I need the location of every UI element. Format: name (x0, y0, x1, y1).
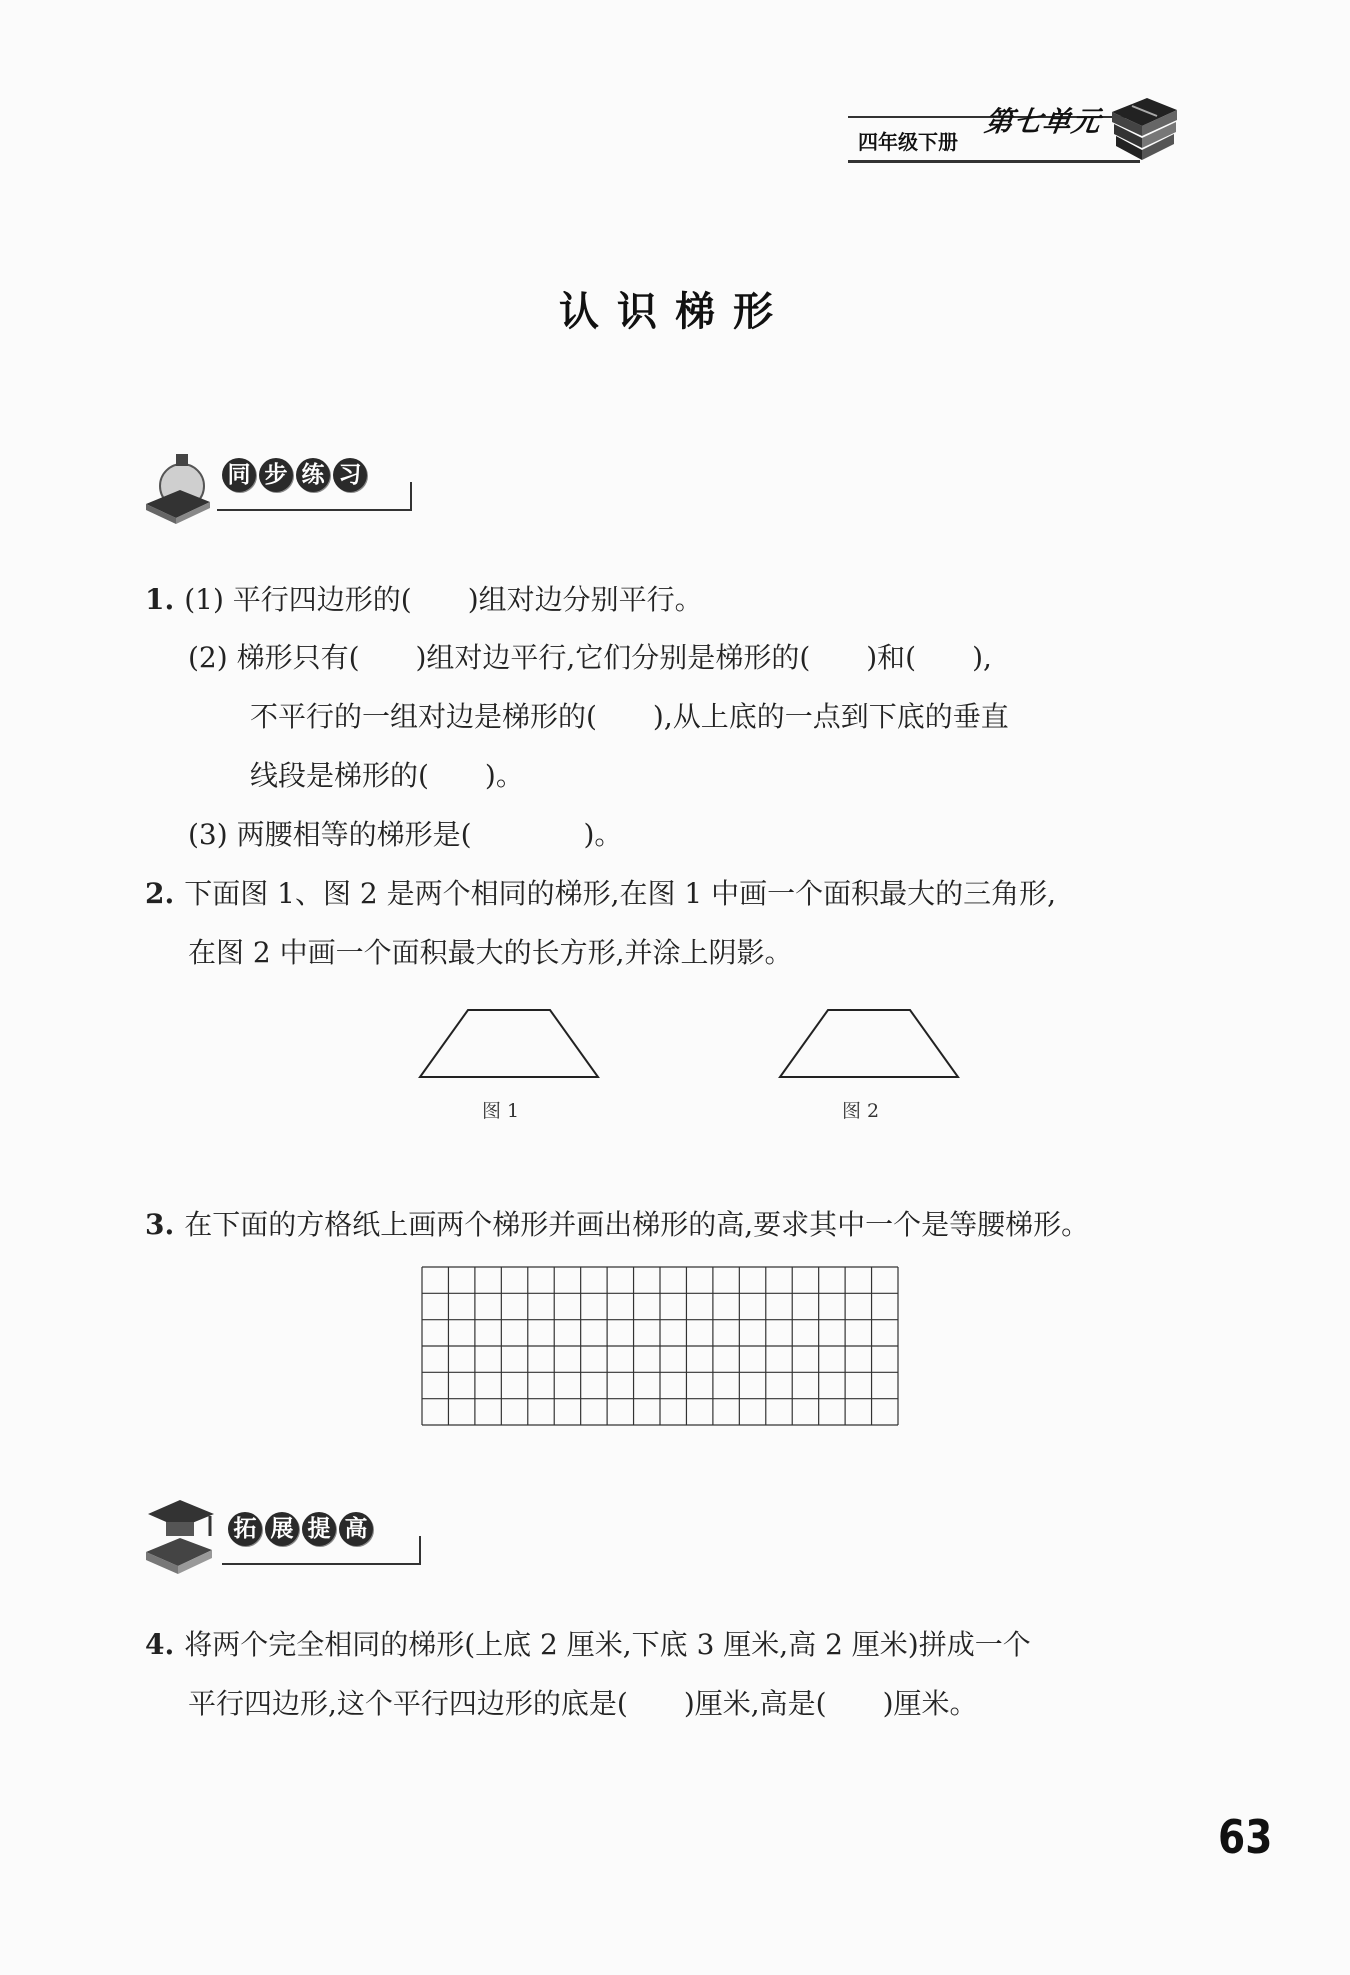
section2-char-1: 拓 (228, 1512, 262, 1546)
books-icon (1102, 92, 1182, 164)
trapezoid-figure-1 (410, 1005, 610, 1085)
q1-part1 (145, 580, 703, 620)
section1-char-4: 习 (333, 458, 367, 492)
square-grid-paper[interactable] (420, 1265, 900, 1427)
q1-part3: (3) 两腰相等的梯形是( )。 (188, 818, 623, 851)
q3-line1 (145, 1205, 1089, 1245)
lightbulb-books-icon (140, 440, 216, 524)
q3-number: 3. (145, 1208, 175, 1241)
q1-part2-line3: 线段是梯形的( )。 (250, 759, 524, 792)
q4-line1 (145, 1625, 1031, 1665)
section1-underline (215, 478, 415, 514)
grade-label: 四年级下册 (858, 130, 958, 154)
q1-part2-line2: 不平行的一组对边是梯形的( ),从上底的一点到下底的垂直 (250, 700, 1009, 733)
page-title: 认识梯形 (559, 289, 791, 335)
q2-line2: 在图 2 中画一个面积最大的长方形,并涂上阴影。 (188, 936, 793, 969)
q1-part2-line1: (2) 梯形只有( )组对边平行,它们分别是梯形的( )和( ), (188, 641, 992, 674)
q4-line1-text: 将两个完全相同的梯形(上底 2 厘米,下底 3 厘米,高 2 厘米)拼成一个 (184, 1628, 1031, 1661)
q2-line1-text: 下面图 1、图 2 是两个相同的梯形,在图 1 中画一个面积最大的三角形, (184, 877, 1056, 910)
page-number: 63 (1218, 1810, 1273, 1864)
section2-char-4: 高 (339, 1512, 373, 1546)
section2-char-3: 提 (302, 1512, 336, 1546)
q4-line2: 平行四边形,这个平行四边形的底是( )厘米,高是( )厘米。 (188, 1687, 978, 1720)
trapezoid-figure-2 (770, 1005, 970, 1085)
q3-line1-text: 在下面的方格纸上画两个梯形并画出梯形的高,要求其中一个是等腰梯形。 (184, 1208, 1090, 1241)
section2-underline (220, 1532, 424, 1568)
q2-line1 (145, 874, 1056, 914)
section2-char-2: 展 (265, 1512, 299, 1546)
q2-number: 2. (145, 877, 175, 910)
graduation-cap-books-icon (140, 1492, 220, 1576)
figure-1-caption: 图 1 (482, 1100, 520, 1122)
figure-2-caption: 图 2 (842, 1100, 880, 1122)
section1-char-1: 同 (222, 458, 256, 492)
q4-number: 4. (145, 1628, 175, 1661)
section1-char-2: 步 (259, 458, 293, 492)
q1-number: 1. (145, 583, 175, 616)
q1-part1-text: (1) 平行四边形的( )组对边分别平行。 (184, 583, 703, 616)
section1-char-3: 练 (296, 458, 330, 492)
unit-label: 第七单元 (982, 105, 1104, 138)
